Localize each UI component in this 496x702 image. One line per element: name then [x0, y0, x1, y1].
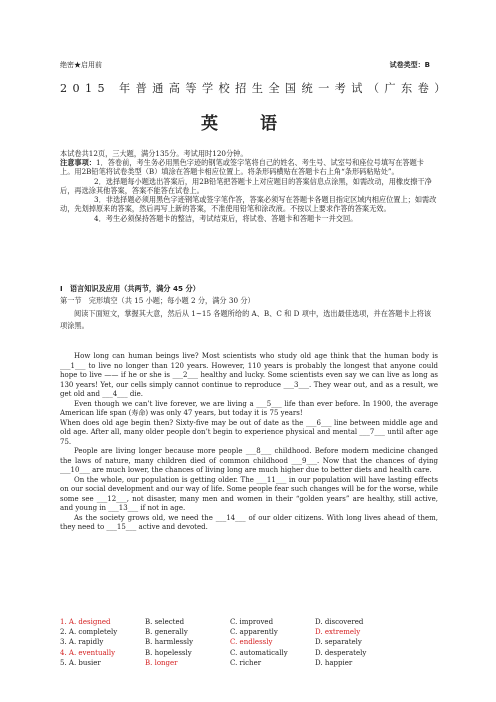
passage-paragraph: As the society grows old, we need the ___14___ of our older citizens. With long lives ahead of them, they need to ___15___ active and devoted.: [60, 513, 438, 532]
option-5b: B. longer: [145, 658, 178, 667]
paper-info: 本试卷共12页，三大题，满分135分。考试用时120分钟。: [60, 149, 248, 158]
part-heading: 第一节 完形填空（共 15 小题；每小题 2 分，满分 30 分）: [60, 296, 255, 306]
notice-item-3: 3．非选择题必须用黑色字迹钢笔或签字笔作答，答案必须写在答题卡各题目指定区域内相应位置上；如需改动，先划掉原来的答案，然后再写上新的答案，不准使用铅笔和涂改液。不按以上要求作答的答案无效。: [60, 195, 437, 214]
passage-paragraph: When does old age begin then? Sixty-five may be out of date as the ___6___ line between middle age and old age. After all, many older people don’t begin to experience physical and mental ___7___ until after age 75.: [60, 418, 438, 446]
option-row-2: [60, 628, 440, 638]
option-4a: 4. A. eventually: [60, 648, 116, 657]
option-2a: 2. A. completely: [60, 628, 118, 637]
notice-item-2: 2．选择题每小题选出答案后，用2B铅笔把答题卡上对应题目的答案信息点涂黑，如需改动，用橡皮擦干净后，再选涂其他答案，答案不能答在试卷上。: [60, 176, 432, 195]
option-5a: 5. A. busier: [60, 658, 101, 667]
options-table: [60, 618, 440, 669]
section-heading: I 语言知识及应用（共两节，满分 45 分）: [60, 284, 200, 293]
option-row-5: [60, 659, 440, 669]
section-block: [60, 284, 438, 331]
subject-title: 英 语: [201, 114, 295, 134]
option-4c: C. automatically: [230, 648, 288, 657]
header-row: [60, 61, 436, 71]
option-4b: B. hopelessly: [145, 648, 192, 657]
option-3a: 3. A. rapidly: [60, 638, 104, 647]
option-4d: D. desperately: [315, 648, 367, 657]
section-instruction: 阅读下面短文，掌握其大意，然后从 1~15 各题所给的 A、B、C 和 D 项中，选出最佳选项，并在答题卡上将该项涂黑。: [60, 309, 432, 330]
option-1a: 1. A. designed: [60, 618, 111, 626]
notice-item-4: 4．考生必须保持答题卡的整洁，考试结束后，将试卷、答题卡和答题卡一并交回。: [94, 213, 358, 223]
paper-type-label: 试卷类型：B: [389, 61, 430, 69]
option-row-3: [60, 638, 440, 648]
option-1b: B. selected: [145, 618, 185, 626]
option-1d: D. discovered: [315, 618, 364, 626]
notice: [60, 158, 438, 176]
passage-paragraph: Even though we can’t live forever, we are living a ___5___ life than ever before. In 1900, the average American life span (寿命) was only 47 years, but today it is 75 years!: [60, 399, 438, 418]
option-3c: C. endlessly: [230, 638, 273, 647]
passage-paragraph: How long can human beings live? Most scientists who study old age think that the human body is ___1___ to live no longer than 120 years. However, 110 years is probably the longest that anyone could hope to live —— if he or she is ___2___ healthy and lucky. Some scientists even say we can live as long as 130 years! Yet, our cells simply cannot continue to reproduce ___3___. They wear out, and as a result, we get old and ___4___ die.: [60, 352, 438, 399]
exam-title: 2015 年普通高等学校招生全国统一考试（广东卷）: [60, 82, 451, 95]
option-1c: C. improved: [230, 618, 274, 626]
option-2b: B. generally: [145, 628, 188, 637]
passage-paragraph: People are living longer because more people ___8___ childhood. Before modern medicine changed the laws of nature, many children died of common childhood ___9___. Now that the chances of dying ___10___ are much lower, the chances of living long are much higher due to better diets and health care.: [60, 447, 438, 475]
secret-label: 绝密★启用前: [60, 61, 102, 69]
option-5c: C. richer: [230, 658, 262, 667]
notice-item-1: 1．答卷前，考生务必用黑色字迹的钢笔或签字笔将自己的姓名、考生号、试室号和座位号填写在答题卡上。用2B铅笔将试卷类型（B）填涂在答题卡相应位置上。将条形码横贴在答题卡右上角“条形码粘贴处”。: [60, 158, 424, 177]
option-row-4: [60, 649, 440, 659]
option-3d: D. separately: [315, 638, 362, 647]
option-2c: C. apparently: [230, 628, 278, 637]
instructions-block: [60, 149, 438, 223]
option-5d: D. happier: [315, 658, 353, 667]
option-row-1: [60, 618, 440, 628]
option-3b: B. harmlessly: [145, 638, 194, 647]
cloze-passage: [60, 352, 438, 533]
option-2d: D. extremely: [315, 628, 361, 637]
notice-label: 注意事项：: [60, 158, 96, 168]
passage-paragraph: On the whole, our population is getting older. The ___11___ in our population will have lasting effects on our social development and our way of life. Some people fear such changes will be for the worse, while some see ___12___, not disaster, many men and women in their “golden years” are healthy, still active, and young in ___13___ if not in age.: [60, 475, 438, 513]
